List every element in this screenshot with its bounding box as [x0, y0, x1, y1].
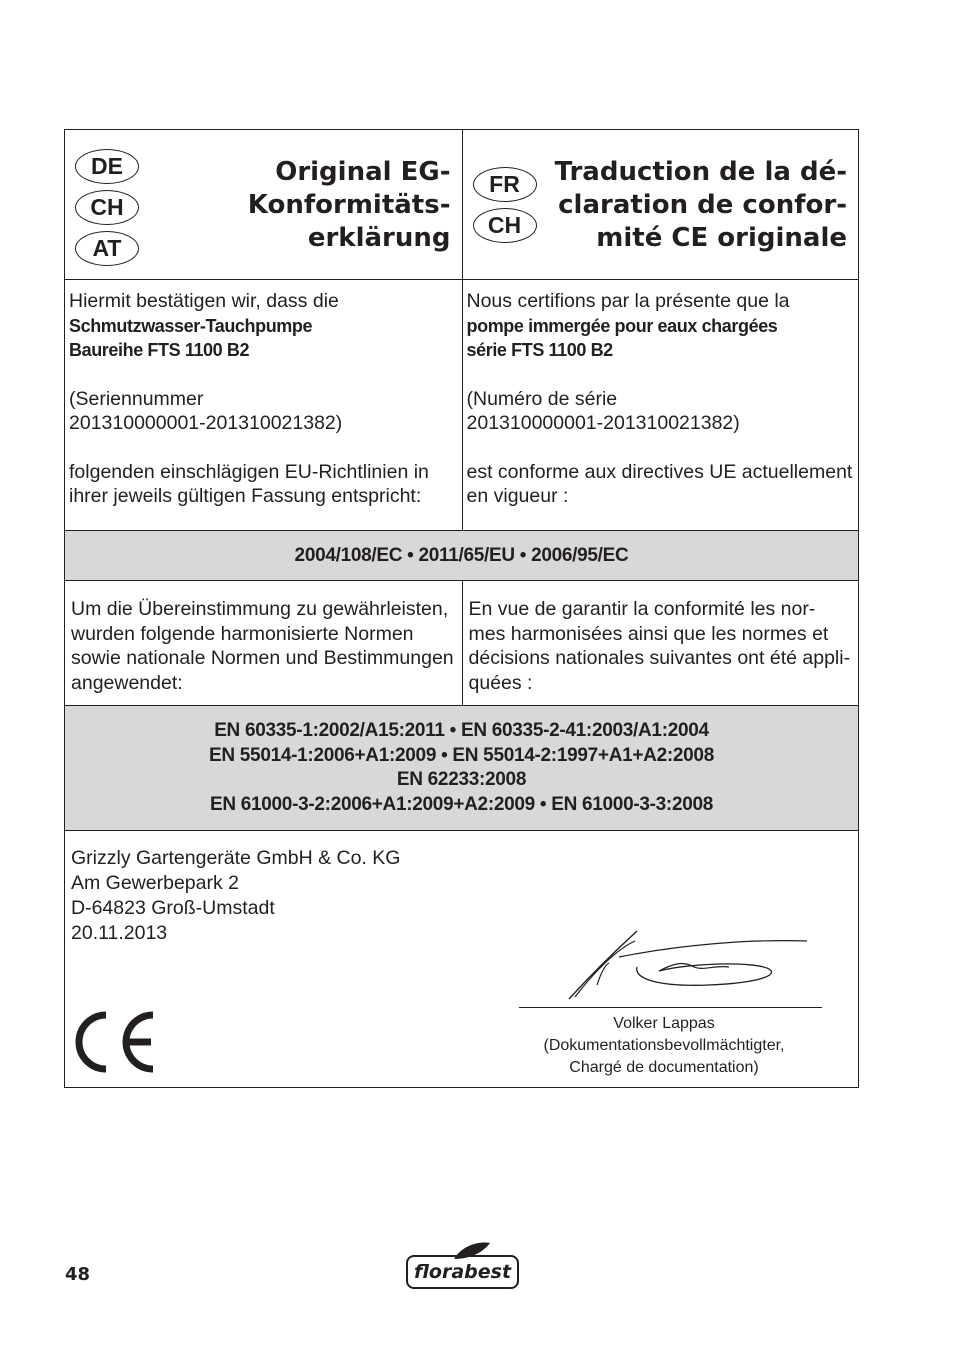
company-street: Am Gewerbepark 2 [71, 872, 239, 894]
header-fr [462, 130, 859, 279]
norms-intro-row [65, 580, 858, 705]
signature-section [65, 830, 858, 1087]
country-badge: DE [75, 149, 139, 184]
norms-text: mes harmonisées ainsi que les normes et [468, 622, 829, 645]
signature-line [519, 1007, 822, 1008]
intro-text: Hiermit bestätigen wir, dass die [69, 290, 339, 312]
serial-range: 201310000001-201310021382) [466, 412, 740, 434]
header-de [65, 130, 462, 279]
country-badge: CH [473, 208, 537, 243]
product-name: pompe immergée pour eaux chargées [466, 315, 778, 336]
company-city: D-64823 Groß-Umstadt [71, 897, 275, 919]
norms-text: quées : [468, 671, 533, 694]
standards-band [65, 705, 858, 830]
country-badge: CH [75, 190, 139, 225]
header-row [65, 130, 858, 279]
page-number: 48 [65, 1264, 91, 1285]
signature-icon [519, 927, 825, 1007]
compliance-text: ihrer jeweils gültigen Fassung entspricht: [69, 485, 422, 507]
intro-row [65, 279, 858, 530]
declaration-date: 20.11.2013 [71, 922, 168, 944]
intro-fr [462, 280, 859, 530]
declaration-document [64, 129, 859, 1088]
signatory-name: Volker Lappas [613, 1015, 715, 1032]
compliance-text: est conforme aux directives UE actuellement [466, 460, 853, 483]
standard-line: EN 60335-1:2002/A15:2011 • EN 60335-2-41:2003/A1:2004 [214, 720, 709, 741]
product-series: Baureihe FTS 1100 B2 [69, 340, 250, 360]
standard-line: EN 62233:2008 [396, 769, 527, 790]
company-address [71, 846, 400, 946]
title-fr: Traduction de la dé- claration de confor- mité CE originale [554, 157, 847, 253]
signature-block [519, 927, 825, 1079]
country-badge: AT [75, 231, 139, 266]
norms-intro-fr [462, 581, 859, 705]
product-series: série FTS 1100 B2 [466, 340, 613, 360]
serial-label: (Numéro de série [466, 387, 618, 410]
country-badge: FR [473, 167, 537, 202]
compliance-text: en vigueur : [466, 485, 569, 507]
intro-de [65, 280, 462, 530]
compliance-text: folgenden einschlägigen EU-Richtlinien in [69, 460, 429, 483]
norms-text: Um die Übereinstimmung zu gewährleisten, [71, 598, 449, 620]
norms-text: angewendet: [71, 671, 183, 694]
country-badges-de [75, 149, 139, 266]
signatory-info [519, 1013, 809, 1079]
brand-wordmark: florabest [406, 1255, 519, 1289]
intro-text: Nous certifions par la présente que la [466, 290, 790, 312]
standard-line: EN 55014-1:2006+A1:2009 • EN 55014-2:1997+A1+A2:2008 [209, 744, 714, 766]
florabest-logo [406, 1241, 519, 1290]
norms-text: décisions nationales suivantes ont été appli- [468, 647, 851, 669]
title-de: Original EG- Konformitäts- erklärung [247, 157, 451, 253]
product-name: Schmutzwasser-Tauchpumpe [69, 315, 313, 336]
norms-text: sowie nationale Normen und Bestimmungen [71, 647, 454, 669]
norms-text: wurden folgende harmonisierte Normen [71, 622, 414, 645]
norms-intro-de [65, 581, 462, 705]
country-badges-fr [473, 167, 537, 243]
directives-list: 2004/108/EC • 2011/65/EU • 2006/95/EC [294, 544, 629, 566]
standard-line: EN 61000-3-2:2006+A1:2009+A2:2009 • EN 61000-3-3:2008 [209, 793, 714, 815]
signatory-role-de: (Dokumentationsbevollmächtigter, [543, 1037, 785, 1054]
directives-band [65, 530, 858, 580]
serial-label: (Seriennummer [69, 387, 204, 410]
ce-mark-icon [73, 1011, 159, 1073]
serial-range: 201310000001-201310021382) [69, 412, 343, 434]
company-name: Grizzly Gartengeräte GmbH & Co. KG [71, 847, 401, 869]
signatory-role-fr: Chargé de documentation) [569, 1059, 759, 1076]
norms-text: En vue de garantir la conformité les nor- [468, 598, 816, 620]
